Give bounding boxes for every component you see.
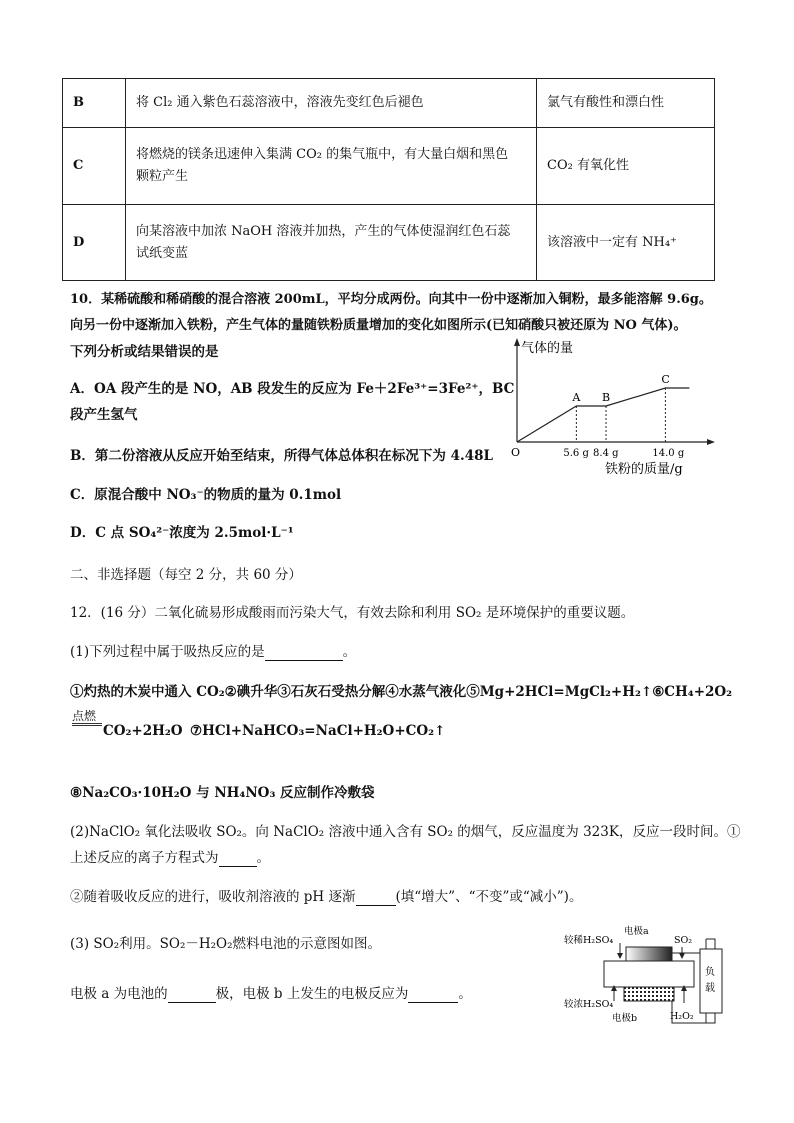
h2o2-label: H₂O₂: [670, 1011, 694, 1022]
q10-option-a-cont: 段产生氢气: [70, 407, 138, 423]
operation-cell: 将 Cl₂ 通入紫色石蕊溶液中，溶液先变红色后褪色: [126, 79, 537, 128]
load-label-2: 载: [705, 983, 715, 994]
q12-part1-text: (1)下列过程中属于吸热反应的是: [70, 644, 265, 660]
operation-line: 将燃烧的镁条迅速伸入集满 CO₂ 的集气瓶中，有大量白烟和黑色: [136, 147, 509, 162]
electrode-b-label: 电极b: [612, 1013, 638, 1024]
options-table: [62, 78, 715, 281]
q12-part3-text: 极，电极 b 上发生的电极反应为: [215, 986, 409, 1002]
x-axis-label: 铁粉的质量/g: [605, 462, 683, 477]
table-row: [63, 79, 715, 128]
q12-items-line2b: ⑦HCl+NaHCO₃=NaCl+H₂O+CO₂↑: [190, 723, 446, 739]
point-label-c: C: [661, 373, 670, 386]
q12-part3-text: 电极 a 为电池的: [70, 986, 168, 1002]
x-tick-label: 8.4 g: [593, 448, 619, 459]
q10-stem-line: 下列分析或结果错误的是: [70, 344, 219, 360]
answer-blank: [408, 986, 458, 1003]
answer-blank: [356, 889, 396, 906]
q10-option-b: B．第二份溶液从反应开始至结束，所得气体总体积在标况下为 4.48L: [70, 448, 493, 464]
electrode-b: [624, 987, 674, 1001]
row-label: C: [63, 128, 126, 205]
q12-items-line1: ①灼热的木炭中通入 CO₂②碘升华③石灰石受热分解④水蒸气液化⑤Mg+2HCl=MgCl₂+H₂↑⑥CH₄+2O₂: [70, 684, 733, 700]
q12-part2-eq-text: 上述反应的离子方程式为: [70, 850, 219, 866]
table-row: [63, 128, 715, 205]
point-label-a: A: [572, 391, 581, 404]
y-axis-label: 气体的量: [521, 341, 574, 356]
q12-part3: (3) SO₂利用。SO₂－H₂O₂燃料电池的示意图如图。: [70, 936, 382, 952]
q12-part2-ph-text: ②随着吸收反应的进行，吸收剂溶液的 pH 逐渐: [70, 889, 356, 905]
q12-title: 12．(16 分）二氧化硫易形成酸雨而污染大气，有效去除和利用 SO₂ 是环境保护的重要议题。: [70, 605, 635, 621]
q12-part1-end: 。: [342, 644, 357, 660]
electrode-a: [626, 947, 672, 961]
fuel-cell-diagram: [560, 923, 730, 1033]
condition-ignite: 点燃: [72, 709, 102, 726]
q10-option-d: D．C 点 SO₄²⁻浓度为 2.5mol·L⁻¹: [70, 525, 294, 541]
q12-part2-eq: [70, 846, 270, 867]
q12-part2-ph-end: (填“增大”、“不变”或“减小”)。: [395, 889, 583, 905]
conclusion-cell: 该溶液中一定有 NH₄⁺: [537, 205, 715, 281]
answer-blank: [265, 644, 343, 661]
gas-iron-chart: [505, 335, 720, 480]
q10-stem-line: 向另一份中逐渐加入铁粉，产生气体的量随铁粉质量增加的变化如图所示(已知硝酸只被还原为 NO 气体)。: [70, 318, 687, 333]
q10-stem-line: 10．某稀硫酸和稀硝酸的混合溶液 200mL，平均分成两份。向其中一份中逐渐加入铜粉，最多能溶解 9.6g。: [70, 292, 712, 307]
q12-items-line2a: CO₂+2H₂O: [103, 723, 183, 739]
operation-cell: [126, 128, 537, 205]
row-label: D: [63, 205, 126, 281]
membrane: [604, 961, 694, 987]
q12-part1: [70, 640, 356, 661]
conc-acid-label: 较浓H₂SO₄: [564, 999, 614, 1010]
y-axis-arrow: [514, 338, 520, 346]
q12-part3-q: [70, 982, 472, 1003]
so2-label: SO₂: [674, 935, 693, 946]
point-label-b: B: [602, 391, 611, 404]
conclusion-cell: CO₂ 有氧化性: [537, 128, 715, 205]
q12-part3-end: 。: [458, 986, 472, 1002]
section-heading: 二、非选择题（每空 2 分，共 60 分）: [70, 567, 302, 583]
q12-part2: (2)NaClO₂ 氧化法吸收 SO₂。向 NaClO₂ 溶液中通入含有 SO₂ 的烟气，反应温度为 323K，反应一段时间。①: [70, 824, 741, 840]
operation-line: 颗粒产生: [136, 169, 189, 184]
q12-part2-ph: [70, 885, 582, 906]
conclusion-cell: 氯气有酸性和漂白性: [537, 79, 715, 128]
operation-cell: [126, 205, 537, 281]
x-tick-label: 14.0 g: [652, 448, 685, 459]
q10-option-c: C．原混合酸中 NO₃⁻的物质的量为 0.1mol: [70, 487, 342, 503]
operation-line: 向某溶液中加浓 NaOH 溶液并加热，产生的气体使湿润红色石蕊: [136, 223, 511, 239]
answer-blank: [219, 850, 257, 867]
q12-items-line3: ⑧Na₂CO₃·10H₂O 与 NH₄NO₃ 反应制作冷敷袋: [70, 785, 375, 801]
x-axis-arrow: [707, 439, 715, 445]
load-box: [700, 949, 722, 1013]
operation-line: 试纸变蓝: [136, 245, 189, 261]
x-tick-label: 5.6 g: [563, 448, 589, 459]
electrode-a-label: 电极a: [624, 926, 649, 937]
dilute-acid-label: 较稀H₂SO₄: [564, 935, 614, 946]
table-row: [63, 205, 715, 281]
load-label-1: 负: [705, 967, 715, 978]
q12-part2-eq-end: 。: [256, 850, 270, 866]
origin-label: O: [511, 446, 521, 459]
row-label: B: [63, 79, 126, 128]
q10-option-a: A．OA 段产生的是 NO，AB 段发生的反应为 Fe＋2Fe³⁺=3Fe²⁺，BC: [70, 381, 515, 397]
answer-blank: [168, 986, 216, 1003]
